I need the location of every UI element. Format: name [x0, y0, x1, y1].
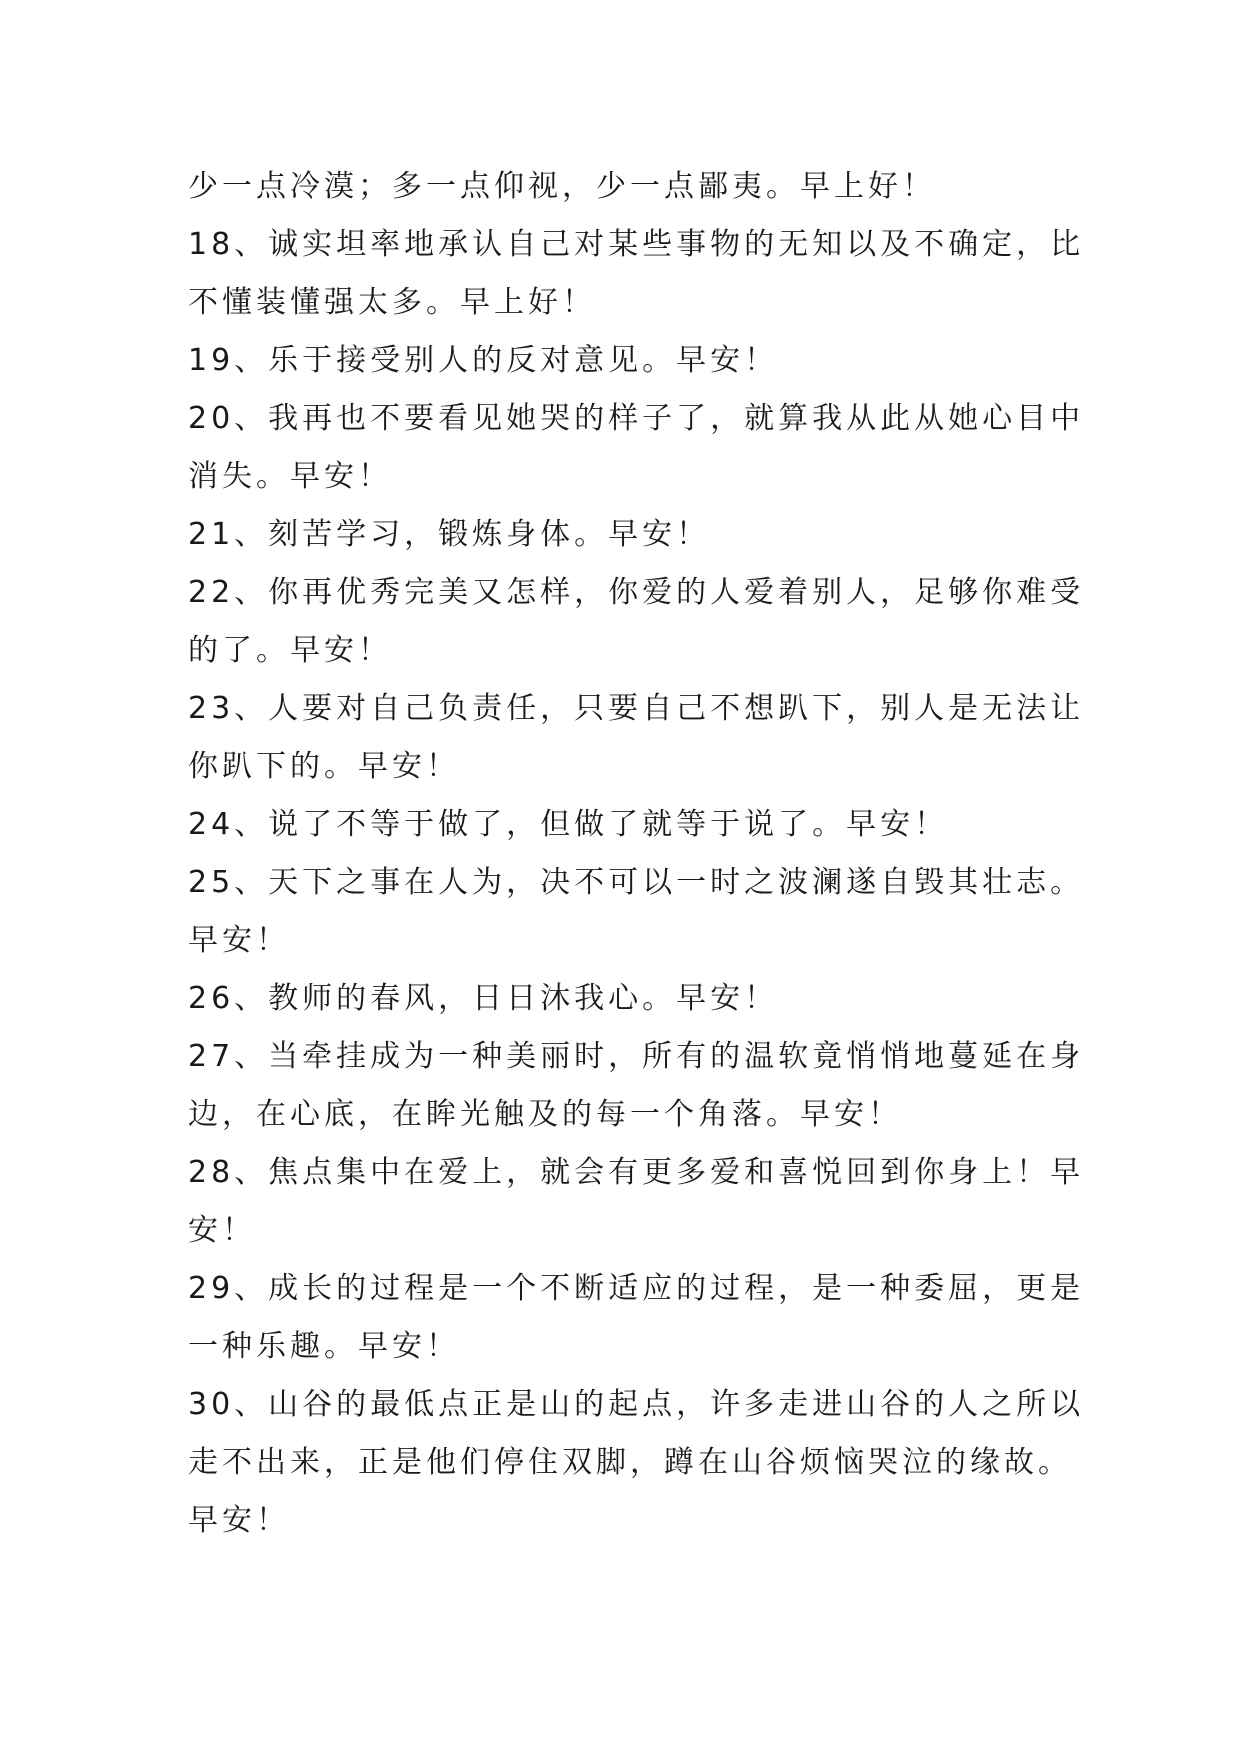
text-line: 消失。早安！: [188, 459, 392, 494]
text-line: 28、焦点集中在爱上，就会有更多爱和喜悦回到你身上！早: [188, 1155, 1085, 1190]
text-line: 早安！: [188, 923, 290, 958]
text-line: 25、天下之事在人为，决不可以一时之波澜遂自毁其壮志。: [188, 865, 1085, 900]
text-line: 走不出来，正是他们停住双脚，蹲在山谷烦恼哭泣的缘故。: [188, 1445, 1072, 1480]
text-line: 18、诚实坦率地承认自己对某些事物的无知以及不确定，比: [188, 227, 1085, 262]
text-line: 你趴下的。早安！: [188, 749, 460, 784]
text-line: 边，在心底，在眸光触及的每一个角落。早安！: [188, 1097, 902, 1132]
text-line: 20、我再也不要看见她哭的样子了，就算我从此从她心目中: [188, 401, 1085, 436]
text-line: 少一点冷漠；多一点仰视，少一点鄙夷。早上好！: [188, 169, 936, 204]
text-line: 的了。早安！: [188, 633, 392, 668]
text-line: 27、当牵挂成为一种美丽时，所有的温软竟悄悄地蔓延在身: [188, 1039, 1085, 1074]
text-line: 19、乐于接受别人的反对意见。早安！: [188, 343, 779, 378]
text-line: 29、成长的过程是一个不断适应的过程，是一种委屈，更是: [188, 1271, 1085, 1306]
text-line: 23、人要对自己负责任，只要自己不想趴下，别人是无法让: [188, 691, 1085, 726]
text-line: 21、刻苦学习，锻炼身体。早安！: [188, 517, 711, 552]
text-line: 一种乐趣。早安！: [188, 1329, 460, 1364]
text-line: 安！: [188, 1213, 256, 1248]
text-line: 不懂装懂强太多。早上好！: [188, 285, 596, 320]
document-body: [188, 158, 1088, 1550]
text-line: 30、山谷的最低点正是山的起点，许多走进山谷的人之所以: [188, 1387, 1085, 1422]
text-line: 24、说了不等于做了，但做了就等于说了。早安！: [188, 807, 949, 842]
text-line: 26、教师的春风，日日沐我心。早安！: [188, 981, 779, 1016]
text-line: 22、你再优秀完美又怎样，你爱的人爱着别人，足够你难受: [188, 575, 1085, 610]
text-line: 早安！: [188, 1503, 290, 1538]
